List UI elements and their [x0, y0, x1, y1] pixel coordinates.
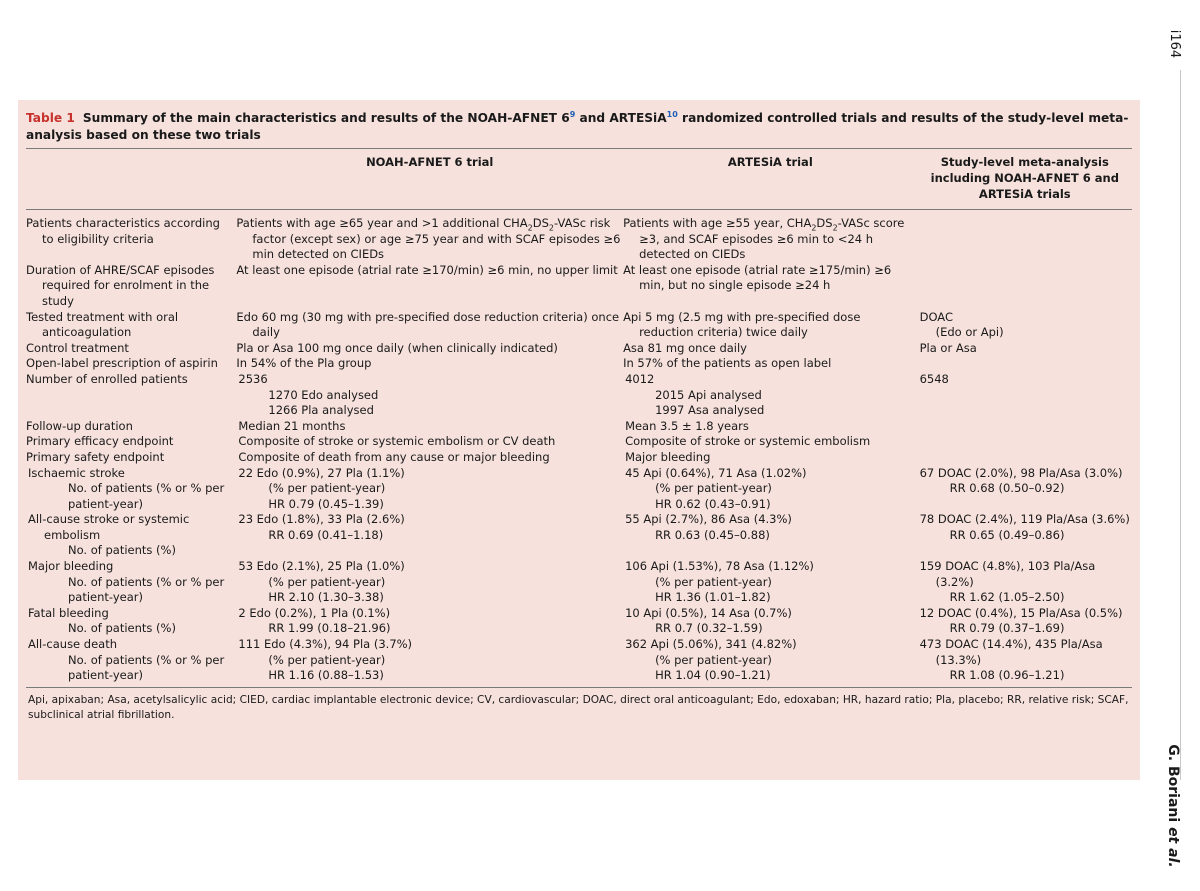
cell-meta-efficacy [918, 434, 1132, 450]
cell-meta-treatment-1: DOAC [919, 309, 953, 324]
table-row [26, 341, 1132, 357]
row-label-aspirin: Open-label prescription of aspirin [26, 356, 218, 371]
caption-text-3: randomized controlled trials and results of the study-level meta-analysis based on these two trials [26, 111, 1129, 142]
cell-artesia-ischaemic-3: HR 0.62 (0.43–0.91) [655, 496, 771, 511]
cell-artesia-followup: Mean 3.5 ± 1.8 years [625, 418, 749, 433]
cell-artesia-major-bleeding-1: 106 Api (1.53%), 78 Asa (1.12%) [625, 559, 814, 574]
cell-meta-followup [918, 419, 1132, 435]
table-label: Table 1 [26, 111, 75, 125]
table-row [26, 419, 1132, 435]
header-meta: Study-level meta-analysis including NOAH-AFNET 6 and ARTESiA trials [930, 155, 1119, 201]
cell-noah-major-bleeding-3: HR 2.10 (1.30–3.38) [268, 590, 384, 605]
caption-ref-1[interactable]: 9 [569, 109, 576, 119]
cell-noah-eligibility-c: -VASc risk factor (except sex) or age ≥75 year and with SCAF episodes ≥6 min detected on CIEDs [252, 216, 621, 262]
table-row [26, 356, 1132, 372]
header-blank [26, 149, 236, 206]
cell-meta-ischaemic-1: 67 DOAC (2.0%), 98 Pla/Asa (3.0%) [919, 465, 1123, 480]
cell-noah-enrolled [236, 372, 623, 419]
running-head [1159, 721, 1181, 891]
cell-meta-control: Pla or Asa [919, 340, 977, 355]
cell-meta-fatal-bleeding-2: RR 0.79 (0.37–1.69) [949, 621, 1065, 636]
cell-artesia-fatal-bleeding [623, 606, 918, 637]
table-row [26, 606, 1132, 637]
row-label-fatal-bleeding-2: No. of patients (%) [68, 621, 176, 636]
cell-artesia-major-bleeding [623, 559, 918, 606]
table-caption [26, 110, 1132, 144]
table-footnote: Api, apixaban; Asa, acetylsalicylic acid; CIED, cardiac implantable electronic device; CV, cardiovascular; DOAC, direct oral anticoagulant; Edo, edoxaban; HR, hazard ratio; Pla, placebo; RR, relative risk; SCAF, subclinical atrial fibrillation. [28, 693, 1129, 721]
row-label-death-2: No. of patients (% or % per patient-year) [68, 652, 225, 683]
header-row [26, 149, 1132, 206]
cell-artesia-enrolled-1: 4012 [625, 371, 655, 386]
cell-noah-eligibility-b: DS [532, 216, 549, 230]
cell-noah-ischaemic [236, 466, 623, 513]
cell-meta-death-2: RR 1.08 (0.96–1.21) [949, 668, 1065, 683]
row-label-major-bleeding-2: No. of patients (% or % per patient-year) [68, 574, 225, 605]
cell-meta-major-bleeding-2: RR 1.62 (1.05–2.50) [949, 590, 1065, 605]
cell-meta-treatment [918, 310, 1132, 341]
header-noah: NOAH-AFNET 6 trial [366, 155, 494, 169]
cell-artesia-enrolled [623, 372, 918, 419]
row-label-ischaemic [26, 466, 236, 513]
caption-text-2: and ARTESiA [575, 111, 667, 125]
cell-noah-duration: At least one episode (atrial rate ≥170/min) ≥6 min, no upper limit [236, 262, 618, 277]
cell-artesia-allcause-stroke-2: RR 0.63 (0.45–0.88) [655, 527, 770, 542]
margin-rule [1180, 70, 1181, 780]
cell-artesia-aspirin: In 57% of the patients as open label [623, 356, 832, 371]
cell-artesia-treatment: Api 5 mg (2.5 mg with pre-specified dose reduction criteria) twice daily [623, 309, 861, 340]
cell-meta-allcause-stroke-1: 78 DOAC (2.4%), 119 Pla/Asa (3.6%) [919, 512, 1130, 527]
cell-artesia-duration: At least one episode (atrial rate ≥175/min) ≥6 min, but no single episode ≥24 h [623, 262, 892, 293]
cell-meta-safety [918, 450, 1132, 466]
page-number: i164 [1167, 29, 1182, 59]
cell-artesia-death-2: (% per patient-year) [655, 652, 772, 667]
cell-noah-death-2: (% per patient-year) [268, 652, 386, 667]
row-label-followup: Follow-up duration [26, 418, 133, 433]
row-label-ischaemic-2-text: No. of patients (% or % per patient-year) [68, 481, 225, 511]
table-row [26, 450, 1132, 466]
cell-artesia-eligibility-a: Patients with age ≥55 year, CHA [623, 216, 812, 230]
cell-noah-control: Pla or Asa 100 mg once daily (when clinically indicated) [236, 340, 558, 355]
cell-noah-allcause-stroke-2: RR 0.69 (0.41–1.18) [268, 527, 384, 542]
cell-noah-safety: Composite of death from any cause or major bleeding [238, 449, 550, 464]
data-table [26, 149, 1132, 688]
cell-noah-ischaemic-3: HR 0.79 (0.45–1.39) [268, 496, 384, 511]
row-label-fatal-bleeding-1: Fatal bleeding [28, 605, 109, 620]
table-row [26, 372, 1132, 419]
cell-artesia-eligibility-b: DS [816, 216, 833, 230]
cell-artesia-ischaemic [623, 466, 918, 513]
cell-noah-enrolled-3: 1266 Pla analysed [268, 403, 374, 418]
cell-meta-major-bleeding-1: 159 DOAC (4.8%), 103 Pla/Asa (3.2%) [919, 559, 1096, 589]
running-head-et-al: et al. [1165, 827, 1181, 868]
cell-artesia-efficacy: Composite of stroke or systemic embolism [625, 434, 871, 449]
cell-noah-enrolled-1: 2536 [238, 371, 268, 386]
cell-artesia-major-bleeding-3: HR 1.36 (1.01–1.82) [655, 590, 771, 605]
table-row [26, 310, 1132, 341]
cell-meta-fatal-bleeding [918, 606, 1132, 637]
row-label-efficacy: Primary efficacy endpoint [26, 434, 174, 449]
table-row [26, 263, 1132, 310]
cell-meta-allcause-stroke-2: RR 0.65 (0.49–0.86) [949, 527, 1065, 542]
row-label-death-1: All-cause death [28, 637, 118, 652]
cell-artesia-major-bleeding-2: (% per patient-year) [655, 574, 772, 589]
cell-artesia-ischaemic-2: (% per patient-year) [655, 481, 772, 496]
cell-artesia-allcause-stroke-1: 55 Api (2.7%), 86 Asa (4.3%) [625, 512, 792, 527]
cell-meta-death-1: 473 DOAC (14.4%), 435 Pla/Asa (13.3%) [919, 637, 1103, 667]
cell-noah-efficacy: Composite of stroke or systemic embolism or CV death [238, 434, 556, 449]
cell-meta-major-bleeding [918, 559, 1132, 606]
row-label-allcause-stroke [26, 512, 236, 559]
cell-noah-aspirin: In 54% of the Pla group [236, 356, 372, 371]
cell-meta-duration [918, 263, 1132, 310]
cell-noah-eligibility-a: Patients with age ≥65 year and >1 additional CHA [236, 216, 528, 230]
table-row [26, 210, 1132, 263]
cell-noah-fatal-bleeding-2: RR 1.99 (0.18–21.96) [268, 621, 391, 636]
cell-meta-ischaemic [918, 466, 1132, 513]
cell-noah-ischaemic-2: (% per patient-year) [268, 481, 386, 496]
cell-artesia-enrolled-2: 2015 Api analysed [655, 387, 762, 402]
table-row [26, 434, 1132, 450]
cell-noah-followup: Median 21 months [238, 418, 346, 433]
caption-ref-2[interactable]: 10 [666, 109, 678, 119]
table-row [26, 637, 1132, 684]
table-panel [18, 100, 1140, 780]
cell-artesia-enrolled-3: 1997 Asa analysed [655, 403, 765, 418]
row-label-major-bleeding [26, 559, 236, 606]
cell-meta-fatal-bleeding-1: 12 DOAC (0.4%), 15 Pla/Asa (0.5%) [919, 605, 1123, 620]
cell-noah-enrolled-2: 1270 Edo analysed [268, 387, 379, 402]
cell-noah-fatal-bleeding [236, 606, 623, 637]
cell-artesia-safety: Major bleeding [625, 449, 711, 464]
cell-meta-ischaemic-2: RR 0.68 (0.50–0.92) [949, 481, 1065, 496]
cell-artesia-ischaemic-1: 45 Api (0.64%), 71 Asa (1.02%) [625, 465, 807, 480]
row-label-treatment: Tested treatment with oral anticoagulation [26, 309, 179, 340]
cell-noah-treatment: Edo 60 mg (30 mg with pre-specified dose reduction criteria) once daily [236, 309, 620, 340]
cell-meta-allcause-stroke [918, 512, 1132, 559]
cell-noah-death-3: HR 1.16 (0.88–1.53) [268, 668, 384, 683]
row-label-fatal-bleeding [26, 606, 236, 637]
caption-text-1: Summary of the main characteristics and results of the NOAH-AFNET 6 [82, 111, 570, 125]
row-label-major-bleeding-1: Major bleeding [28, 559, 114, 574]
cell-meta-eligibility [918, 210, 1132, 263]
row-label-duration: Duration of AHRE/SCAF episodes required for enrolment in the study [26, 262, 215, 308]
cell-noah-death-1: 111 Edo (4.3%), 94 Pla (3.7%) [238, 637, 413, 652]
row-label-control: Control treatment [26, 340, 129, 355]
cell-noah-major-bleeding-2: (% per patient-year) [268, 574, 386, 589]
cell-artesia-eligibility-c: -VASc score ≥3, and SCAF episodes ≥6 min to <24 h detected on CIEDs [639, 216, 905, 262]
header-artesia: ARTESiA trial [727, 155, 813, 169]
table-row [26, 512, 1132, 559]
cell-noah-allcause-stroke [236, 512, 623, 559]
row-label-safety: Primary safety endpoint [26, 449, 165, 464]
cell-artesia-death [623, 637, 918, 684]
cell-meta-aspirin [918, 356, 1132, 372]
cell-artesia-fatal-bleeding-1: 10 Api (0.5%), 14 Asa (0.7%) [625, 605, 792, 620]
cell-noah-major-bleeding-1: 53 Edo (2.1%), 25 Pla (1.0%) [238, 559, 405, 574]
cell-artesia-death-1: 362 Api (5.06%), 341 (4.82%) [625, 637, 797, 652]
cell-noah-major-bleeding [236, 559, 623, 606]
row-label-enrolled: Number of enrolled patients [26, 371, 188, 386]
cell-noah-death [236, 637, 623, 684]
row-label-ischaemic-2 [28, 481, 234, 512]
cell-artesia-fatal-bleeding-2: RR 0.7 (0.32–1.59) [655, 621, 763, 636]
cell-noah-allcause-stroke-1: 23 Edo (1.8%), 33 Pla (2.6%) [238, 512, 405, 527]
row-label-eligibility: Patients characteristics according to eligibility criteria [26, 216, 220, 246]
cell-artesia-death-3: HR 1.04 (0.90–1.21) [655, 668, 771, 683]
cell-artesia-allcause-stroke [623, 512, 918, 559]
row-label-allcause-stroke-2: No. of patients (%) [68, 543, 176, 558]
cell-noah-ischaemic-1: 22 Edo (0.9%), 27 Pla (1.1%) [238, 465, 405, 480]
cell-meta-enrolled: 6548 [919, 371, 949, 386]
cell-noah-eligibility: Patients with age ≥65 year and >1 additional $CHA_2DS_2$-VASc risk factor (except sex) or age ≥75 year and with SCAF episodes ≥6 min detected on CIEDs [236, 216, 621, 262]
table-row [26, 559, 1132, 606]
cell-artesia-control: Asa 81 mg once daily [623, 340, 747, 355]
row-label-ischaemic-1: Ischaemic stroke [28, 465, 125, 480]
cell-noah-fatal-bleeding-1: 2 Edo (0.2%), 1 Pla (0.1%) [238, 605, 391, 620]
row-label-death [26, 637, 236, 684]
table-row [26, 466, 1132, 513]
running-head-authors: G. Boriani [1165, 744, 1181, 828]
cell-meta-treatment-2: (Edo or Api) [935, 325, 1004, 340]
cell-artesia-eligibility: Patients with age ≥55 year, $CHA_2DS_2$-VASc score ≥3, and SCAF episodes ≥6 min to <24 h detected on CIEDs [623, 216, 905, 262]
row-label-allcause-stroke-1: All-cause stroke or systemic embolism [28, 512, 190, 542]
cell-meta-death [918, 637, 1132, 684]
